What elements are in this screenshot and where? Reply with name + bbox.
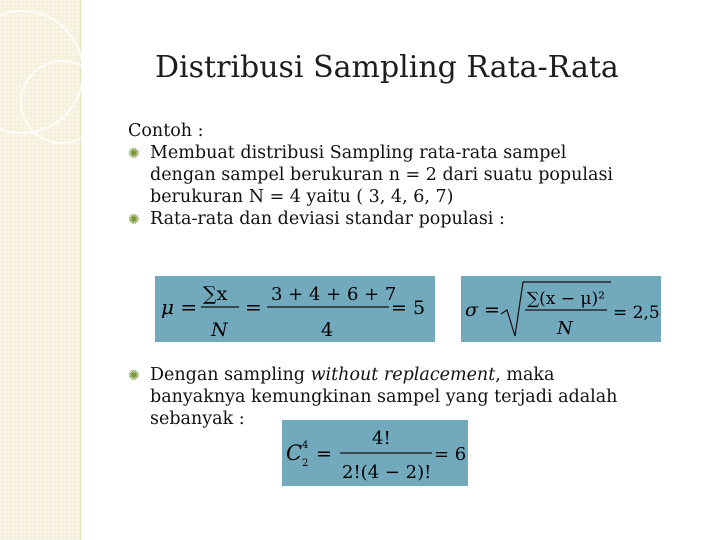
bullet-text-italic: without replacement — [310, 365, 496, 385]
combination-formula — [282, 420, 468, 486]
bullet-text: Rata-rata dan deviasi standar populasi : — [150, 209, 505, 229]
bullet-continuation: sebanyak : — [150, 409, 245, 429]
comb-superscript: 4 — [302, 440, 309, 451]
sd-formula — [461, 276, 661, 342]
bullet-item — [128, 208, 708, 230]
comb-result: = 6 — [434, 444, 467, 465]
comb-equals: = — [316, 443, 332, 465]
sd-formula-svg — [461, 276, 661, 342]
sd-result: = 2,5 — [613, 303, 660, 323]
bullet-icon: ✺ — [128, 368, 140, 384]
decorative-sidebar — [0, 0, 81, 540]
bullet-item — [128, 364, 708, 386]
comb-subscript: 2 — [302, 458, 309, 469]
sd-numerator: ∑(x − μ)² — [527, 289, 605, 309]
decorative-ring — [20, 60, 104, 144]
intro-text: Contoh : — [128, 121, 204, 141]
sd-lhs: σ = — [465, 299, 500, 321]
bullet-continuation: dengan sampel berukuran n = 2 dari suatu populasi — [150, 165, 614, 185]
combination-formula-svg — [282, 420, 468, 486]
bullet-text: Dengan sampling — [150, 365, 311, 385]
bullet-item — [128, 142, 708, 164]
bullet-text: , maka — [495, 365, 555, 385]
mean-result: = 5 — [391, 297, 426, 319]
mean-lhs: μ = — [161, 295, 198, 319]
bullet-icon: ✺ — [128, 146, 140, 162]
mean-formula-svg — [155, 276, 435, 342]
comb-symbol: C — [286, 441, 303, 465]
bullet-text: Membuat distribusi Sampling rata-rata sampel — [150, 143, 567, 163]
bullet-continuation: banyaknya kemungkinan sampel yang terjadi adalah — [150, 387, 618, 407]
bullet-continuation: berukuran N = 4 yaitu ( 3, 4, 6, 7) — [150, 187, 454, 207]
mean-formula — [155, 276, 435, 342]
mean-equals: = — [245, 295, 262, 319]
comb-denominator: 2!(4 − 2)! — [342, 462, 432, 483]
mean-sum-numerator: ∑x — [203, 283, 228, 305]
slide-title: Distribusi Sampling Rata-Rata — [155, 50, 619, 85]
comb-numerator: 4! — [372, 428, 391, 449]
mean-values-sum: 3 + 4 + 6 + 7 — [271, 284, 397, 305]
mean-count: 4 — [321, 319, 334, 341]
slide-body — [128, 120, 708, 230]
bullet-icon: ✺ — [128, 212, 140, 228]
mean-denominator: N — [211, 319, 228, 341]
sd-denominator: N — [557, 318, 573, 339]
